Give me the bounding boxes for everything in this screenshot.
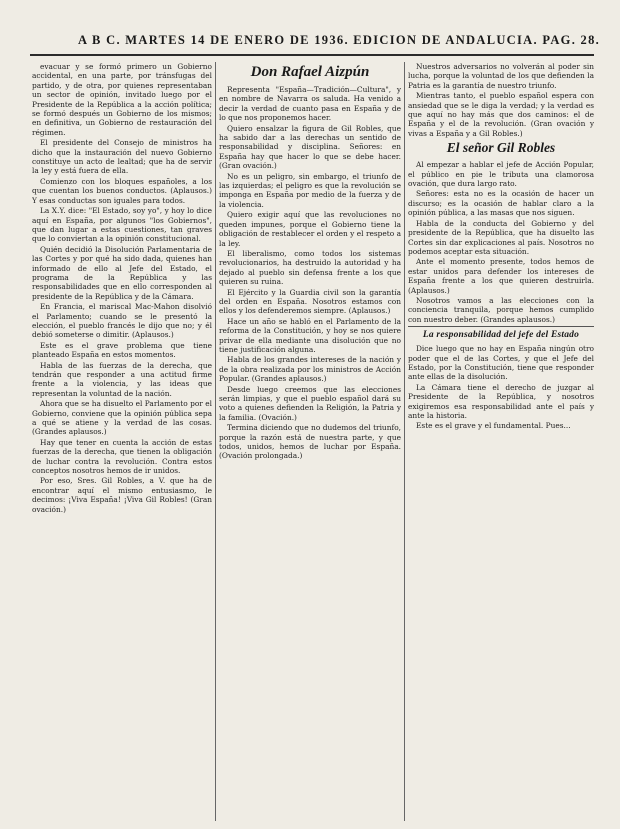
column-3	[408, 62, 594, 823]
paragraph: Este es el grave problema que tiene planteado España en estos momentos.	[32, 340, 212, 360]
paragraph: Representa "España—Tradición—Cultura", y en nombre de Navarra os saluda. Ha venido a decir la verdad de cuanto pasa en España y de lo que nos proponemos hacer.	[219, 85, 401, 123]
paragraph: El presidente del Consejo de ministros ha dicho que la instauración del nuevo Gobierno constituye un acto de lealtad; que ha de servir la ley y está fuera de ella.	[32, 138, 212, 176]
paragraph: La X.Y. dice: "El Estado, soy yo", y hoy lo dice aquí en España, por algunos "los Gobiernos", que dan lugar a estas cuestiones, tan graves que lo conviertan a la opinión constitucional.	[32, 206, 212, 244]
header-rule	[30, 54, 594, 56]
section-title-responsabilidad: La responsabilidad del jefe del Estado	[408, 326, 594, 340]
column-2	[219, 62, 401, 823]
paragraph: Al empezar a hablar el jefe de Acción Popular, el público en pie le tributa una clamorosa ovación, que dura largo rato.	[408, 160, 594, 189]
paragraph: Hace un año se habló en el Parlamento de la reforma de la Constitución, y hoy se nos quiere privar de ella mediante una disolución que no tiene justificación alguna.	[219, 316, 401, 354]
paragraph: Habla de las fuerzas de la derecha, que tendrán que responder a una actitud firme frente a la violencia, y las ideas que representan la voluntad de la nación.	[32, 360, 212, 398]
paragraph: Hay que tener en cuenta la acción de estas fuerzas de la derecha, que tienen la obligación de luchar contra la revolución. Contra estos conceptos nosotros hemos de ir unidos.	[32, 437, 212, 476]
section-title-aizpun: Don Rafael Aizpún	[250, 64, 370, 80]
paragraph: En Francia, el mariscal Mac-Mahon disolvió el Parlamento; cuando se le presentó la elección, el pueblo francés le dijo que no; y él debió someterse o dimitir. (Aplausos.)	[32, 302, 212, 340]
paragraph: evacuar y se formó primero un Gobierno accidental, en una parte, por tránsfugas del partido, y de otra, por quienes representaban un sector de opinión, invitado luego por el Presidente de la República a la acción política; se formó después un Gobierno de los mismos; en definitiva, un Gobierno de restauración del régimen.	[32, 62, 212, 137]
section-title-gil-robles: El señor Gil Robles	[446, 140, 556, 156]
paragraph: Ante el momento presente, todos hemos de estar unidos para defender los intereses de España frente a los que quieren destruirla. (Aplausos.)	[408, 257, 594, 295]
paragraph: Este es el grave y el fundamental. Pues...	[416, 421, 571, 431]
paragraph: Nuestros adversarios no volverán al poder sin lucha, porque la voluntad de los que defienden la Patria es la garantía de nuestro triunfo.	[408, 62, 594, 90]
paragraph: Quiero exigir aquí que las revoluciones no queden impunes, porque el Gobierno tiene la obligación de restablecer el orden y el respeto a la ley.	[219, 210, 401, 248]
paragraph: La Cámara tiene el derecho de juzgar al Presidente de la República, y nosotros exigiremos esa responsabilidad ante el país y ante la historia.	[408, 382, 594, 420]
paragraph: Comienzo con los bloques españoles, a los que cuentan los buenos conductos. (Aplausos.) Y esas conductas son iguales para todos.	[32, 176, 212, 205]
paragraph: Nosotros vamos a las elecciones con la conciencia tranquila, porque hemos cumplido con nuestro deber. (Grandes aplausos.)	[408, 295, 594, 324]
column-divider	[215, 62, 216, 821]
column-divider	[404, 62, 405, 821]
column-1	[32, 62, 212, 823]
paragraph: Quién decidió la Disolución Parlamentaria de las Cortes y por qué ha sido dada, quienes han informado de ello al Jefe del Estado, el programa de la República y las responsabilidades que en ello corresponden al presidente de la República y de la Cámara.	[32, 244, 212, 301]
paragraph: Habla de los grandes intereses de la nación y de la obra realizada por los ministros de Acción Popular. (Grandes aplausos.)	[219, 355, 401, 384]
paragraph: Desde luego creemos que las elecciones serán limpias, y que el pueblo español dará su voto a quienes defienden la Religión, la Patria y la familia. (Ovación.)	[219, 384, 401, 422]
paragraph: El liberalismo, como todos los sistemas revolucionarios, ha destruido la autoridad y ha dejado al pueblo sin defensa frente a los que quieren su ruina.	[219, 248, 401, 287]
paragraph: Señores: esta no es la ocasión de hacer un discurso; es la ocasión de hablar claro a la opinión pública, a las masas que nos siguen.	[408, 189, 594, 218]
paragraph: El Ejército y la Guardia civil son la garantía del orden en España. Nosotros estamos con ellos y los defenderemos siempre. (Aplausos.)	[219, 287, 401, 316]
paragraph: Dice luego que no hay en España ningún otro poder que el de las Cortes, y que el Jefe del Estado, por la Constitución, tiene que responder ante ellas de la disolución.	[408, 344, 594, 382]
paragraph: No es un peligro, sin embargo, el triunfo de las izquierdas; el peligro es que la revolución se imponga en España por medio de la fuerza y de la violencia.	[219, 171, 401, 209]
paragraph: Termina diciendo que no dudemos del triunfo, porque la razón está de nuestra parte, y que todos, unidos, hemos de luchar por España. (Ovación prolongada.)	[219, 423, 401, 461]
paragraph: Ahora que se ha disuelto el Parlamento por el Gobierno, conviene que la opinión pública sepa a qué se atiene y la verdad de las cosas. (Grandes aplausos.)	[32, 399, 212, 437]
page-header: A B C. MARTES 14 DE ENERO DE 1936. EDICION DE ANDALUCIA. PAG. 28.	[78, 33, 601, 47]
paragraph: Por eso, Sres. Gil Robles, a V. que ha de encontrar aquí el mismo entusiasmo, le decimos: ¡Viva España! ¡Viva Gil Robles! (Gran ovación.)	[32, 476, 212, 514]
paragraph: Mientras tanto, el pueblo español espera con ansiedad que se le diga la verdad; y la verdad es que aquí no hay más que dos caminos: el de España y el de la revolución. (Gran ovación y vivas a España y a Gil Robles.)	[408, 91, 594, 138]
paragraph: Habla de la conducta del Gobierno y del presidente de la República, que ha disuelto las Cortes sin dar explicaciones al país. Nosotros no podemos aceptar esta situación.	[408, 218, 594, 256]
paragraph: Quiero ensalzar la figura de Gil Robles, que ha sabido dar a las derechas un sentido de responsabilidad y disciplina. Señores: en España hay que hacer lo que se debe hacer. (Gran ovación.)	[219, 123, 401, 171]
